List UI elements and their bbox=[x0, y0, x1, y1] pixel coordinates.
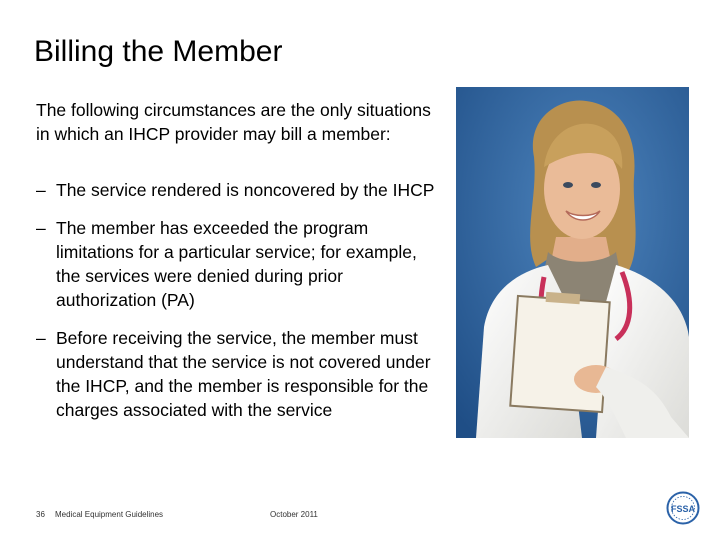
bullet-item bbox=[36, 326, 446, 422]
clipboard bbox=[510, 296, 609, 412]
footer-doc-title: Medical Equipment Guidelines bbox=[55, 510, 164, 519]
bullet-dash: – bbox=[36, 218, 46, 238]
doctor-photo bbox=[456, 87, 689, 438]
svg-text:FSSA: FSSA bbox=[670, 504, 696, 514]
bullet-list bbox=[36, 178, 446, 436]
slide-title: Billing the Member bbox=[34, 35, 283, 68]
bullet-text: Before receiving the service, the member must understand that the service is not covered under the IHCP, and the member is responsible for the charges associated with the service bbox=[56, 328, 431, 420]
bullet-item bbox=[36, 178, 446, 202]
bullet-dash: – bbox=[36, 328, 46, 348]
footer-page-number: 36 bbox=[36, 510, 45, 519]
bullet-text: The member has exceeded the program limitations for a particular service; for example, the services were denied during prior authorization (PA) bbox=[56, 218, 417, 310]
right-eye bbox=[591, 182, 601, 188]
bullet-text: The service rendered is noncovered by the IHCP bbox=[56, 180, 435, 200]
intro-text: The following circumstances are the only situations in which an IHCP provider may bill a member: bbox=[36, 100, 431, 144]
bullet-dash: – bbox=[36, 180, 46, 200]
footer-date: October 2011 bbox=[270, 510, 318, 519]
left-eye bbox=[563, 182, 573, 188]
fssa-logo bbox=[666, 491, 700, 525]
bullet-item bbox=[36, 216, 446, 312]
